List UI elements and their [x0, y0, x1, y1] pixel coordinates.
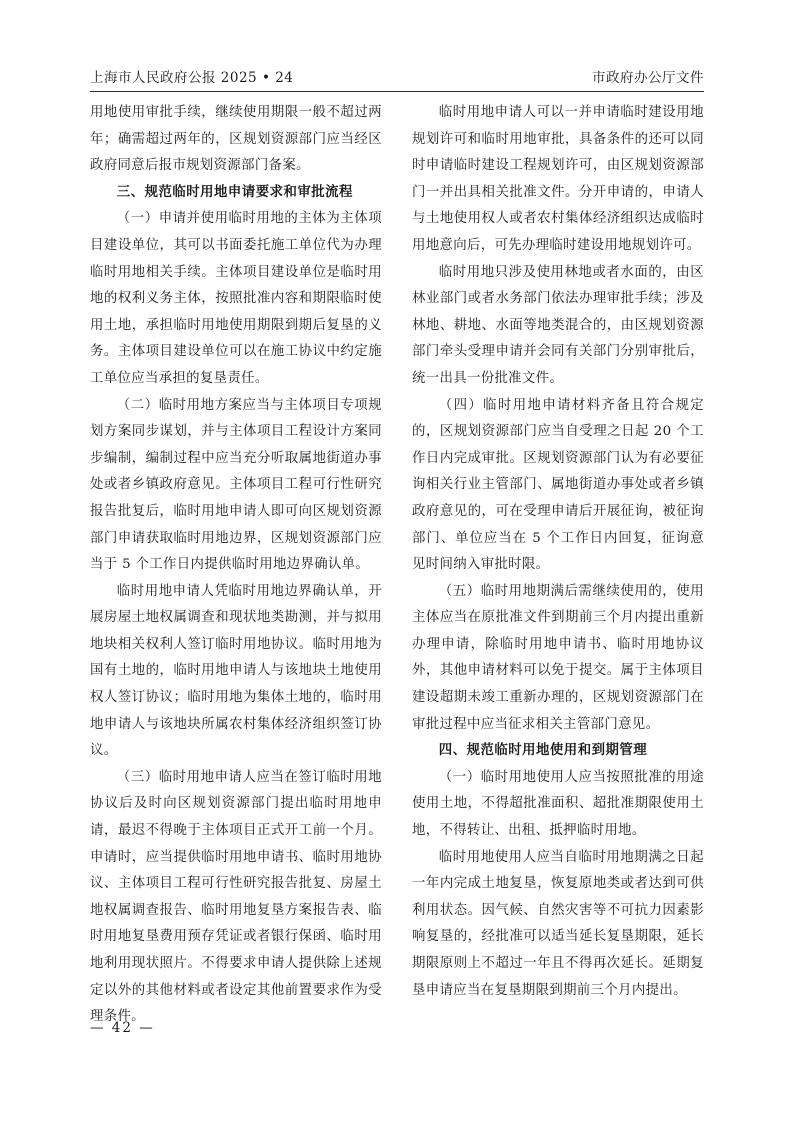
paragraph: 临时用地申请人可以一并申请临时建设用地规划许可和临时用地审批，具备条件的还可以同时申请临时建设工程规划许可，由区规划资源部门一并出具相关批准文件。分开申请的，申请人与土地使用权人或者农村集体经济组织达成临时用地意向后，可先办理临时建设用地规划许可。 — [412, 105, 704, 253]
right-column — [412, 100, 704, 1004]
publication-title: 上海市人民政府公报 2025 • 24 — [90, 70, 294, 86]
page-number: — 42 — — [90, 1020, 155, 1036]
section-title: 市政府办公厅文件 — [592, 70, 704, 86]
paragraph: 临时用地申请人凭临时用地边界确认单，开展房屋土地权属调查和现状地类勘测，并与拟用地块相关权利人签订临时用地协议。临时用地为国有土地的，临时用地申请人与该地块土地使用权人签订协议；临时用地为集体土地的，临时用地申请人与该地块所属农村集体经济组织签订协议。 — [90, 583, 382, 759]
paragraph: 用地使用审批手续，继续使用期限一般不超过两年；确需超过两年的，区规划资源部门应当经区政府同意后报市规划资源部门备案。 — [90, 105, 382, 174]
paragraph: （一）临时用地使用人应当按照批准的用途使用土地，不得超批准面积、超批准期限使用土地，不得转让、出租、抵押临时用地。 — [412, 769, 704, 839]
running-header — [90, 66, 704, 86]
paragraph: （五）临时用地期满后需继续使用的，使用主体应当在原批准文件到期前三个月内提出重新办理申请，除临时用地申请书、临时用地协议外，其他申请材料可以免于提交。属于主体项目建设超期未竣工重新办理的，区规划资源部门在审批过程中应当征求相关主管部门意见。 — [412, 583, 704, 732]
section-heading: 三、规范临时用地申请要求和审批流程 — [116, 184, 353, 200]
paragraph: （三）临时用地申请人应当在签订临时用地协议后及时向区规划资源部门提出临时用地申请，最迟不得晚于主体项目正式开工前一个月。申请时，应当提供临时用地申请书、临时用地协议、主体项目工程可行性研究报告批复、房屋土地权属调查报告、临时用地复垦方案报告表、临时用地复垦费用预存凭证或者银行保函、临时用地利用现状照片。不得要求申请人提供除上述规定以外的其他材料或者设定其他前置要求作为受理条件。 — [90, 769, 382, 1025]
paragraph: （四）临时用地申请材料齐备且符合规定的，区规划资源部门应当自受理之日起 20 个工作日内完成审批。区规划资源部门认为有必要征询相关行业主管部门、属地街道办事处或者乡镇政府意见的，可在受理申请后开展征询，被征询部门、单位应当在 5 个工作日内回复，征询意见时间纳入审批时限。 — [412, 397, 704, 573]
paragraph: 临时用地使用人应当自临时用地期满之日起一年内完成土地复垦，恢复原地类或者达到可供利用状态。因气候、自然灾害等不可抗力因素影响复垦的，经批准可以适当延长复垦期限，延长期限原则上不超过一年且不得再次延长。延期复垦申请应当在复垦期限到期前三个月内提出。 — [412, 849, 704, 998]
section-heading: 四、规范临时用地使用和到期管理 — [438, 743, 648, 759]
header-rule — [90, 91, 704, 92]
paragraph: 临时用地只涉及使用林地或者水面的，由区林业部门或者水务部门依法办理审批手续；涉及林地、耕地、水面等地类混合的，由区规划资源部门牵头受理申请并会同有关部门分别审批后，统一出具一份批准文件。 — [412, 264, 704, 386]
left-column — [90, 100, 382, 1031]
paragraph: （二）临时用地方案应当与主体项目专项规划方案同步谋划，并与主体项目工程设计方案同步编制，编制过程中应当充分听取属地街道办事处或者乡镇政府意见。主体项目工程可行性研究报告批复后，临时用地申请人即可向区规划资源部门申请获取临时用地边界，区规划资源部门应当于 5 个工作日内提供临时用地边界确认单。 — [90, 397, 382, 573]
paragraph: （一）申请并使用临时用地的主体为主体项目建设单位，其可以书面委托施工单位代为办理临时用地相关手续。主体项目建设单位是临时用地的权利义务主体，按照批准内容和期限临时使用土地，承担临时用地使用期限到期后复垦的义务。主体项目建设单位可以在施工协议中约定施工单位应当承担的复垦责任。 — [90, 211, 382, 386]
